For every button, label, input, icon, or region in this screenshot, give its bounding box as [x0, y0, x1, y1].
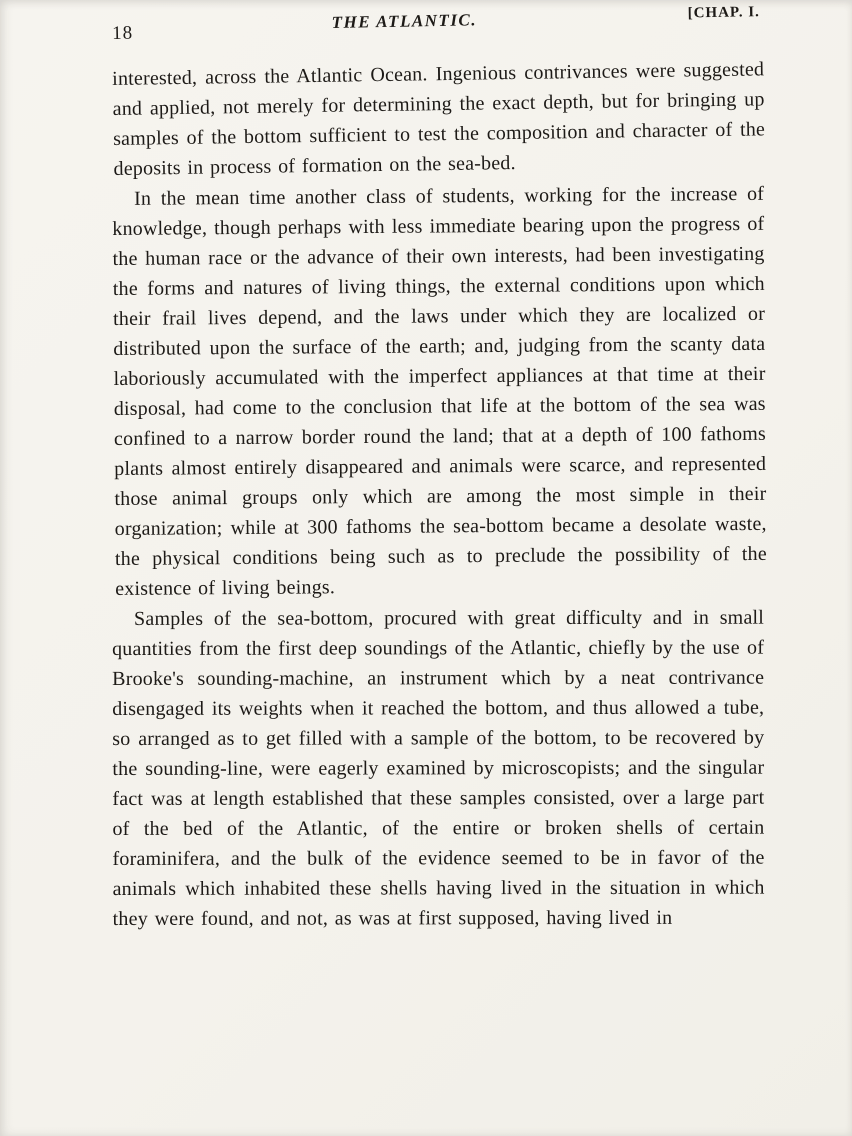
- page-header: [111, 4, 760, 44]
- paragraph: In the mean time another class of students, working for the increase of knowledge, though perhaps with less immediate bearing upon the progress of the human race or the advance of their own interests, had been investigating the forms and natures of living things, the external conditions upon which their frail lives depend, and the laws under which they are localized or distributed upon the surface of the earth; and, judging from the scanty data laboriously accumulated with the imperfect appliances at that time at their disposal, had come to the conclusion that life at the bottom of the sea was confined to a narrow border round the land; that at a depth of 100 fathoms plants almost entirely disappeared and animals were scarce, and represented those animal groups only which are among the most simple in their organization; while at 300 fathoms the sea-bottom became a desolate waste, the physical conditions being such as to preclude the possibility of the existence of living beings.: [112, 182, 768, 600]
- running-title: THE ATLANTIC.: [331, 10, 478, 32]
- page-number: 18: [111, 22, 134, 44]
- page-body: [112, 58, 768, 934]
- paragraph: interested, across the Atlantic Ocean. Ingenious contrivances were suggested and applied, not merely for determining the exact depth, but for bringing up samples of the bottom sufficient to test the composition and character of the deposits in process of formation on the sea-bed.: [112, 58, 766, 180]
- chapter-label: [CHAP. I.: [687, 4, 760, 22]
- paragraph: Samples of the sea-bottom, procured with great difficulty and in small quantities from the first deep soundings of the Atlantic, chiefly by the use of Brooke's sounding-machine, an instrument which by a neat contrivance disengaged its weights when it reached the bottom, and thus allowed a tube, so arranged as to get filled with a sample of the bottom, to be recovered by the sounding-line, were eagerly examined by microscopists; and the singular fact was at length established that these samples consisted, over a large part of the bed of the Atlantic, of the entire or broken shells of certain foraminifera, and the bulk of the evidence seemed to be in favor of the animals which inhabited these shells having lived in the situation in which they were found, and not, as was at first supposed, having lived in: [112, 606, 765, 930]
